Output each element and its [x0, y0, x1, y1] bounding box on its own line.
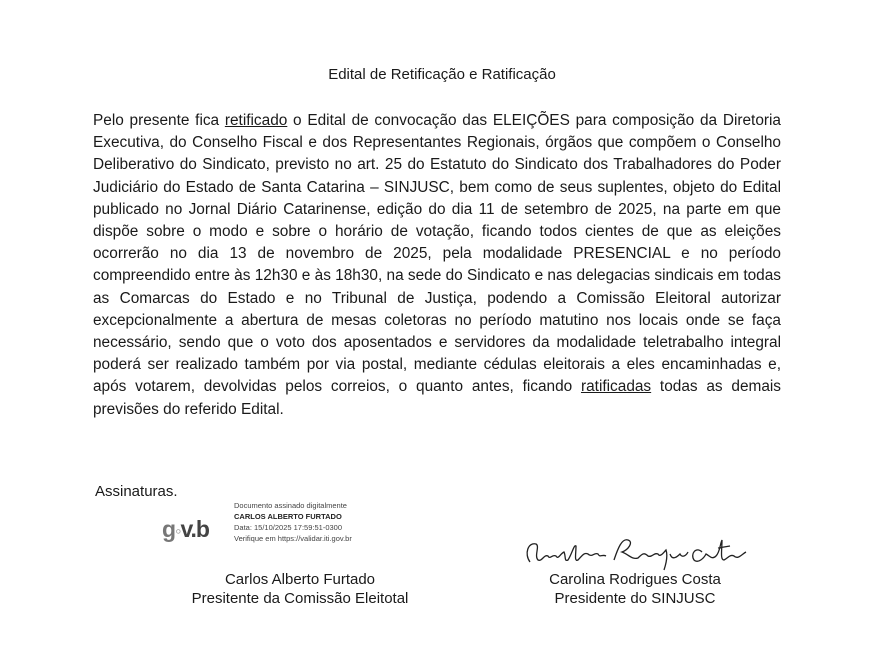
document-title: Edital de Retificação e Ratificação — [328, 66, 556, 83]
stamp-line-signed: Documento assinado digitalmente — [234, 501, 347, 510]
govbr-stamp-text — [234, 500, 352, 544]
retificado-word: retificado — [224, 112, 288, 129]
body-part-1: Pelo presente fica — [93, 112, 225, 129]
body-part-2: o Edital de convocação das ELEIÇÕES para composição da Diretoria Executiva, do Conselho Fiscal e dos Representantes Regionais, órgãos que compõem o Conselho Deliberativo do Sindicato, previsto no art. 25 do Estatuto do Sindicato dos Trabalhadores do Poder Judiciário do Estado de Santa Catarina – SINJUSC, bem como de seus suplentes, objeto do Edital publicado no Jornal Diário Catarinense, edição do dia 11 de setembro de 2025, na parte em que dispõe sobre o modo e sobre o horário de votação, ficando todos cientes de que as eleições ocorrerão no dia 13 de novembro de 2025, pela modalidade PRESENCIAL e no período compreendido entre às 12h30 e às 18h30, na sede do Sindicato e nas delegacias sindicais em todas as Comarcas do Estado e no Tribunal de Justiça, podendo a Comissão Eleitoral autorizar excepcionalmente a abertura de mesas coletoras no período matutino nos locais onde se faça necessário, sendo que o voto dos aposentados e servidores da modalidade teletrabalho integral poderá ser realizado também por via postal, mediante cédulas eleitorais a eles encaminhadas e, após votarem, devolvidas pelos correios, o quanto antes, ficando — [93, 112, 781, 396]
signature-caption: Carolina Rodrigues Costa — [514, 532, 526, 533]
signatory-right — [522, 570, 748, 608]
signatory-left-name: Carlos Alberto Furtado — [224, 571, 376, 588]
govbr-digital-signature-stamp — [162, 500, 402, 554]
body-part-3: todas as demais previsões do referido Edital. — [93, 378, 781, 418]
handwritten-signature — [514, 532, 764, 574]
ratificadas-word: ratificadas — [580, 378, 652, 396]
govbr-logo: g◦v.b — [162, 516, 209, 542]
stamp-signer-name: CARLOS ALBERTO FURTADO — [234, 512, 342, 521]
signatory-right-role: Presidente do SINJUSC — [554, 590, 716, 607]
stamp-verify-url: Verifique em https://validar.iti.gov.br — [234, 534, 352, 543]
edital-body — [93, 110, 781, 421]
signatory-right-name: Carolina Rodrigues Costa — [549, 571, 721, 588]
signatory-left-role: Presitente da Comissão Eleitotal — [191, 590, 409, 607]
assinaturas-label: Assinaturas. — [95, 483, 178, 500]
stamp-date: Data: 15/10/2025 17:59:51-0300 — [234, 523, 343, 532]
signatory-left — [170, 570, 430, 608]
